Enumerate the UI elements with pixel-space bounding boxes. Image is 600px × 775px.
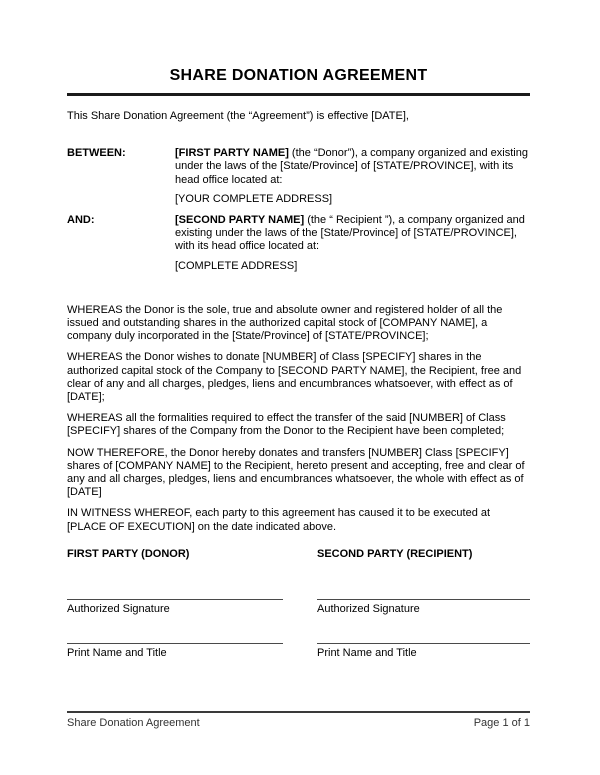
clause-whereas-ownership: WHEREAS the Donor is the sole, true and absolute owner and registered holder of all the issued and outstanding shares in the authorized capital stock of [COMPANY NAME], a company duly incorporated in the [State/Province] of [STATE/PROVINCE];: [67, 303, 503, 343]
clause-whereas-donation: WHEREAS the Donor wishes to donate [NUMBER] of Class [SPECIFY] shares in the authorized capital stock of the Company to [SECOND PARTY NAME], the Recipient, free and clear of any and all charges, pledges, liens and encumbrances whatsoever, with effect as of [DATE];: [67, 351, 522, 404]
second-party-signature-label: Authorized Signature: [317, 603, 420, 616]
first-party-address-placeholder: [YOUR COMPLETE ADDRESS]: [175, 192, 333, 205]
first-party-description: [175, 147, 530, 206]
party-and: [67, 214, 530, 273]
first-party-name-line: [67, 643, 283, 644]
second-party-description: [175, 214, 530, 273]
page-title: SHARE DONATION AGREEMENT: [169, 67, 428, 84]
footer-page-number: Page 1 of 1: [473, 717, 530, 729]
second-party-name-line: [317, 643, 530, 644]
signature-section: [67, 548, 530, 661]
first-party-name-label: Print Name and Title: [67, 647, 167, 660]
first-party-heading: FIRST PARTY (DONOR): [67, 547, 190, 560]
second-party-signature-line: [317, 599, 530, 600]
and-label: AND:: [67, 214, 95, 227]
second-party-name-label: Print Name and Title: [317, 647, 417, 660]
clause-now-therefore: NOW THEREFORE, the Donor hereby donates and transfers [NUMBER] Class [SPECIFY] shares of [COMPANY NAME] to the Recipient, hereto present and accepting, free and clear of any and all charges, pledges, liens and encumbrances whatsoever, the whole with effect as of [DATE]: [67, 446, 525, 499]
first-party-text: (the “Donor”), a company organized and existing under the laws of the [State/Province] of [STATE/PROVINCE], with its head office located at:: [175, 147, 528, 186]
second-party-heading: SECOND PARTY (RECIPIENT): [317, 547, 473, 560]
footer-document-title: Share Donation Agreement: [67, 717, 200, 729]
second-party-signature-block: [317, 548, 530, 661]
second-party-address-placeholder: [COMPLETE ADDRESS]: [175, 259, 298, 272]
first-party-name-placeholder: [FIRST PARTY NAME]: [175, 147, 289, 160]
first-party-signature-line: [67, 599, 283, 600]
parties-section: [67, 147, 530, 273]
clause-in-witness: IN WITNESS WHEREOF, each party to this agreement has caused it to be executed at [PLACE OF EXECUTION] on the date indicated above.: [67, 507, 491, 533]
page-footer: [67, 711, 530, 730]
second-party-paragraph: [175, 214, 530, 254]
clause-whereas-formalities: WHEREAS all the formalities required to effect the transfer of the said [NUMBER] of Class [SPECIFY] shares of the Company from the Donor to the Recipient have been completed;: [67, 412, 506, 438]
title-rule: [67, 93, 530, 96]
first-party-signature-block: [67, 548, 283, 661]
second-party-text: (the “ Recipient ”), a company organized and existing under the laws of the [State/Province] of [STATE/PROVINCE], with its head office located at:: [175, 214, 525, 253]
first-party-paragraph: [175, 147, 530, 187]
clauses-section: [67, 304, 530, 534]
second-party-name-placeholder: [SECOND PARTY NAME]: [175, 214, 305, 227]
party-between: [67, 147, 530, 206]
intro-paragraph: This Share Donation Agreement (the “Agreement”) is effective [DATE],: [67, 110, 409, 122]
between-label: BETWEEN:: [67, 147, 126, 160]
first-party-signature-label: Authorized Signature: [67, 603, 170, 616]
